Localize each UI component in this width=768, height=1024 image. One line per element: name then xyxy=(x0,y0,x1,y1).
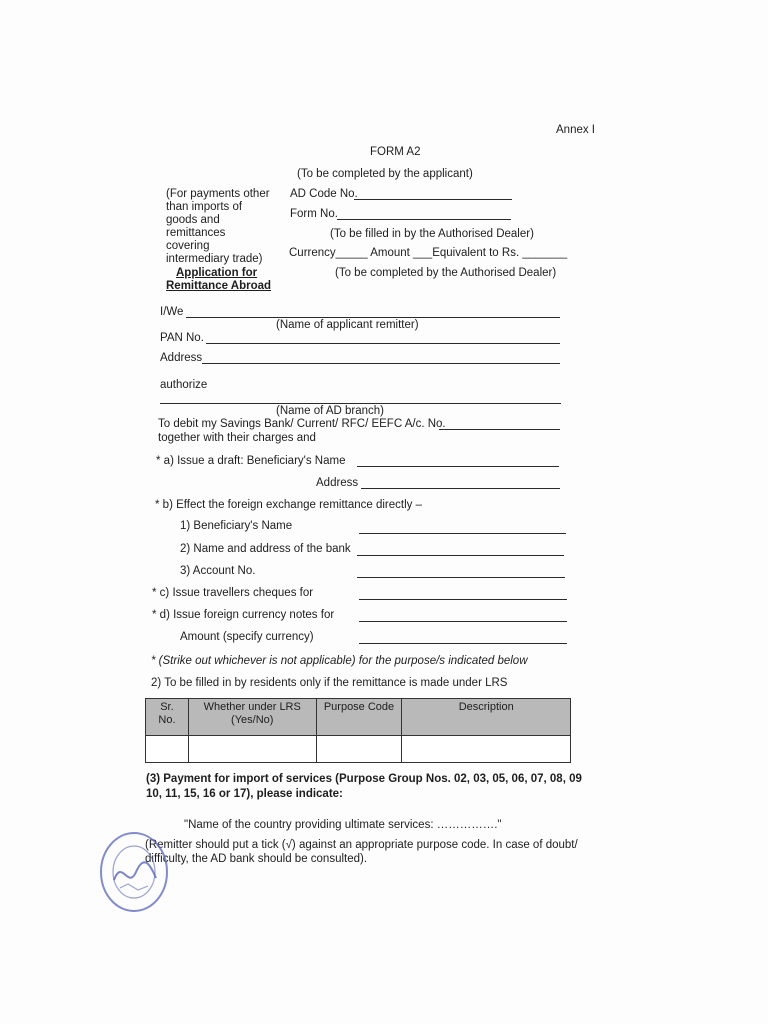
applicant-name-caption: (Name of applicant remitter) xyxy=(276,319,419,331)
address-field[interactable] xyxy=(202,363,560,364)
charges-label: together with their charges and xyxy=(158,432,316,444)
left-note-line: (For payments other xyxy=(166,188,270,200)
account-no-field[interactable] xyxy=(439,429,560,430)
strike-out-note: * (Strike out whichever is not applicable) for the purpose/s indicated below xyxy=(151,655,528,667)
beneficiary-name-field[interactable] xyxy=(359,533,566,534)
option-a-label: * a) Issue a draft: Beneficiary's Name xyxy=(156,455,346,467)
beneficiary-account-field[interactable] xyxy=(357,577,565,578)
form-title: FORM A2 xyxy=(370,146,421,158)
pan-field[interactable] xyxy=(206,343,560,344)
account-no-label: 3) Account No. xyxy=(180,565,256,577)
draft-address-field[interactable] xyxy=(361,488,560,489)
section3-heading: (3) Payment for import of services (Purpose Group Nos. 02, 03, 05, 06, 07, 08, 09 xyxy=(146,773,582,785)
left-note-line: than imports of xyxy=(166,201,243,213)
beneficiary-name-label: 1) Beneficiary's Name xyxy=(180,520,293,532)
form-no-label: Form No. xyxy=(290,208,338,220)
lrs-note: 2) To be filled in by residents only if the remittance is made under LRS xyxy=(151,677,508,689)
col-purpose-code xyxy=(316,699,402,736)
section3-heading-cont: 10, 11, 15, 16 or 17), please indicate: xyxy=(146,788,343,800)
completed-by-ad-note: (To be completed by the Authorised Dealer) xyxy=(335,267,557,279)
remitter-note: (Remitter should put a tick (√) against an appropriate purpose code. In case of doubt/ xyxy=(145,839,578,851)
header-text: Sr. No. xyxy=(158,701,176,726)
country-services-line[interactable]: "Name of the country providing ultimate services: ……………." xyxy=(184,819,502,831)
col-under-lrs xyxy=(188,699,316,736)
col-description xyxy=(402,699,571,736)
filled-by-ad-note: (To be filled in by the Authorised Dealer) xyxy=(330,228,534,240)
description-cell[interactable] xyxy=(402,736,571,763)
left-note-line: intermediary trade) xyxy=(166,253,263,265)
bank-name-address-field[interactable] xyxy=(357,555,564,556)
application-title: Application for xyxy=(176,267,258,279)
bank-seal-stamp xyxy=(98,828,170,914)
draft-beneficiary-field[interactable] xyxy=(357,466,559,467)
form-no-field[interactable] xyxy=(337,219,511,220)
authorize-label: authorize xyxy=(160,379,208,391)
col-sr-no xyxy=(146,699,189,736)
pan-label: PAN No. xyxy=(160,332,204,344)
table-header-row xyxy=(146,699,571,736)
form-subtitle: (To be completed by the applicant) xyxy=(297,168,473,180)
option-b-label: * b) Effect the foreign exchange remittance directly – xyxy=(155,499,422,511)
annex-label: Annex I xyxy=(556,124,595,136)
iwe-label: I/We xyxy=(160,306,184,318)
amount-currency-label: Amount (specify currency) xyxy=(180,631,314,643)
ad-code-label: AD Code No. xyxy=(290,188,358,200)
option-d-label: * d) Issue foreign currency notes for xyxy=(152,609,335,621)
ad-code-field[interactable] xyxy=(354,199,512,200)
ad-branch-caption: (Name of AD branch) xyxy=(276,405,385,417)
lrs-table xyxy=(145,698,571,763)
currency-amount-line[interactable]: Currency_____ Amount ___Equivalent to Rs. _______ xyxy=(289,247,568,259)
application-title: Remittance Abroad xyxy=(166,280,272,292)
header-text: Whether under LRS (Yes/No) xyxy=(203,701,301,726)
bank-name-address-label: 2) Name and address of the bank xyxy=(180,543,351,555)
currency-notes-field[interactable] xyxy=(359,621,567,622)
travellers-cheques-field[interactable] xyxy=(359,599,567,600)
amount-currency-field[interactable] xyxy=(359,643,567,644)
table-row xyxy=(146,736,571,763)
header-text: Description xyxy=(458,701,514,713)
debit-account-label: To debit my Savings Bank/ Current/ RFC/ EEFC A/c. No. xyxy=(158,418,446,430)
purpose-code-cell[interactable] xyxy=(316,736,402,763)
left-note-line: remittances xyxy=(166,227,226,239)
address-label: Address xyxy=(160,352,203,364)
draft-address-label: Address xyxy=(316,477,359,489)
option-c-label: * c) Issue travellers cheques for xyxy=(152,587,314,599)
header-text: Purpose Code xyxy=(323,701,395,713)
remitter-note-cont: difficulty, the AD bank should be consulted). xyxy=(145,853,368,865)
left-note-line: goods and xyxy=(166,214,220,226)
sr-no-cell[interactable] xyxy=(146,736,189,763)
under-lrs-cell[interactable] xyxy=(188,736,316,763)
left-note-line: covering xyxy=(166,240,210,252)
